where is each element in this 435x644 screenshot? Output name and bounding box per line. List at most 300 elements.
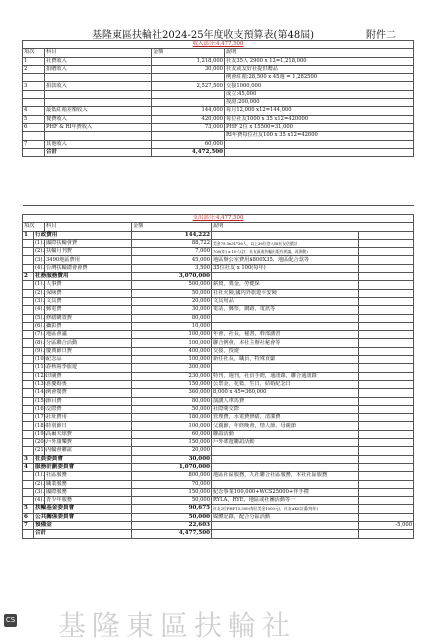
expense-row-item: 職業服務 (45, 480, 132, 488)
expense-row-subindex: (9). (35, 347, 44, 354)
expense-row-subindex: (3). (35, 256, 44, 263)
expense-row-subindex: (12). (35, 372, 48, 379)
expense-row-note: 新任社長，職員，特殊貢獻 (212, 356, 359, 364)
income-row-amount (152, 74, 225, 82)
expense-row-no (23, 380, 34, 388)
expense-table (22, 205, 414, 539)
expense-row-extra (359, 231, 414, 239)
expense-row-no: 1 (23, 231, 34, 239)
income-header-row (23, 49, 414, 57)
expense-row-subindex: (3). (35, 488, 44, 495)
expense-row-amount: 400,000 (132, 347, 212, 355)
expense-row-item: 春秋兩季旅遊 (45, 364, 132, 372)
income-row-item: PHF & RI年費收入 (45, 123, 152, 131)
expense-row-no (23, 480, 34, 488)
expense-row (23, 439, 414, 447)
expense-row-amount: 60,000 (132, 430, 212, 438)
expense-row-note (212, 455, 359, 463)
expense-row-category: 扶輪基金委員會 (34, 505, 132, 513)
expense-row-extra (359, 405, 414, 413)
expense-row (23, 497, 414, 505)
expense-row-note: 地區社區服務，九社聯合社區服務，本社社區服務 (212, 472, 359, 480)
expense-row-amount: 100,000 (132, 339, 212, 347)
expense-row-extra (359, 264, 414, 272)
expense-row-subindex: (1). (35, 239, 44, 246)
expense-row-item: 地區會議 (45, 331, 132, 339)
expense-row-extra (359, 322, 414, 330)
expense-row-note: 地區辦公室費用$800X35，地區配合款等 (212, 256, 359, 264)
expense-row (23, 397, 414, 405)
expense-row-extra (359, 347, 414, 355)
expense-row-note: 公祭金，花籃，生日，結婚紀念日 (212, 380, 359, 388)
expense-row-no (23, 364, 34, 372)
expense-row-subindex: (2). (35, 480, 44, 487)
income-row-amount: 4,472,500 (152, 148, 225, 156)
expense-row-note: 35位社友 x 100(每年) (212, 264, 359, 272)
expense-row-subindex: (6). (35, 322, 44, 329)
expense-row-subindex: (10). (35, 356, 48, 363)
income-row (23, 107, 414, 115)
expense-row-category: 服務計劃委員會 (34, 463, 132, 471)
expense-row-extra (359, 339, 414, 347)
expense-row-subindex: (5). (35, 314, 44, 321)
expense-row (23, 339, 414, 347)
expense-row-extra (359, 422, 414, 430)
expense-row-extra (359, 273, 414, 281)
expense-row-no (23, 239, 34, 247)
expense-row-note: 特刊，週刊，社員手冊，通訊錄，聯合通訊錄 (212, 372, 359, 380)
expense-row-no (23, 281, 34, 289)
expense-row-no (23, 347, 34, 355)
expense-row-item: 扶輪月刊費 (45, 248, 132, 256)
expense-row-no (23, 256, 34, 264)
expense-row-note (212, 530, 359, 538)
expense-row-extra (359, 414, 414, 422)
income-row-item: 合計 (45, 148, 152, 156)
expense-row-no (23, 297, 34, 305)
expense-row-amount: 80,000 (132, 314, 212, 322)
expense-row-item: 分區聯合活動 (45, 339, 132, 347)
expense-header-row (23, 223, 414, 231)
expense-row-subindex: (15). (35, 397, 48, 404)
expense-row-note (212, 322, 359, 330)
expense-row (23, 521, 414, 529)
expense-row-item: 例會餐費 (45, 389, 132, 397)
spacer-cell (23, 206, 414, 215)
expense-row (23, 513, 414, 521)
expense-row-amount: 800,000 (132, 472, 212, 480)
expense-row-extra (359, 439, 414, 447)
expense-row-extra (359, 314, 414, 322)
expense-row-item: 台灣扶輪總會會費 (45, 264, 132, 272)
income-row (23, 148, 414, 156)
expense-row (23, 248, 414, 256)
income-row-item: 其他收入 (45, 140, 152, 148)
expense-row-subindex: (14). (35, 389, 48, 396)
expense-row-subindex: (7). (35, 331, 44, 338)
income-row-note: 社友35人 2900 x 12=1,218,000 (225, 57, 414, 65)
expense-spacer-row (23, 206, 414, 215)
expense-row-note: 年會，社長，秘書，幹部講習 (212, 331, 359, 339)
expense-row (23, 480, 414, 488)
expense-row-amount: 180,000 (132, 414, 212, 422)
expense-section-title-row (23, 215, 414, 223)
expense-row (23, 405, 414, 413)
expense-row (23, 422, 414, 430)
income-row-note: 例會紅箱:28,500 x 45週 = 1,282500 (225, 74, 414, 82)
expense-row-amount: 100,000 (132, 356, 212, 364)
income-row-no (23, 148, 45, 156)
expense-row-subindex: (4). (35, 497, 44, 504)
expense-row (23, 505, 414, 513)
expense-row-no (23, 488, 34, 496)
expense-row-item: 戶外康樂費 (45, 439, 132, 447)
expense-row-item: 喜慶婚喪 (45, 380, 132, 388)
expense-row-note: 社社火險,國內外旅遊平安險 (212, 289, 359, 297)
expense-row-note: 演講人車馬費 (212, 397, 359, 405)
expense-row-no (23, 339, 34, 347)
expense-row-no (23, 447, 34, 455)
expense-row-no (23, 306, 34, 314)
expense-row-extra (359, 239, 414, 247)
expense-row-category: 公共關係委員會 (34, 513, 132, 521)
expense-row-amount: 4,477,500 (132, 530, 212, 538)
expense-row-no (23, 331, 34, 339)
expense-row-extra (359, 480, 414, 488)
income-section-title: 收入部分:4,477,500 (23, 41, 414, 49)
expense-row-no: 7 (23, 521, 34, 529)
expense-row-note: 媒體記錄，配合分區活動 (212, 513, 359, 521)
income-row-note: 每月12,000 x12=144,000 (225, 107, 414, 115)
expense-row (23, 239, 414, 247)
income-row-item: 捐款收入 (45, 82, 152, 90)
expense-row-note: 700(年) x 10人(註：社友區或扶輪出版有異議，再異動) (212, 248, 359, 256)
expense-row-note: 美金79.5x31*36人，以上36位登入RI社友估價計 (212, 239, 359, 247)
expense-row (23, 430, 414, 438)
expense-row-item: 慶典節日費 (45, 347, 132, 355)
expense-row-amount: 3,070,000 (132, 273, 212, 281)
income-row-amount (152, 90, 225, 98)
income-row-item: 餐費收入 (45, 115, 152, 123)
expense-row-no (23, 314, 34, 322)
expense-row (23, 372, 414, 380)
expense-row-category: 行政費用 (34, 231, 132, 239)
income-row-amount: 2,527,500 (152, 82, 225, 90)
expense-row-amount: 360,000 (132, 389, 212, 397)
expense-row (23, 289, 414, 297)
expense-row (23, 347, 414, 355)
expense-row-note: 紀念事業100,000+WCS25000+伴手禮 (212, 488, 359, 496)
expense-row (23, 447, 414, 455)
expense-row-subindex: (19). (35, 430, 48, 437)
expense-row-subindex: (20). (35, 439, 48, 446)
income-row (23, 74, 414, 82)
expense-row-extra (359, 356, 414, 364)
income-row-note: 交接1000,000 (225, 82, 414, 90)
income-row-item (45, 90, 152, 98)
expense-row-extra (359, 364, 414, 372)
expense-column-header: 金額 (132, 223, 212, 231)
expense-row-no: 6 (23, 513, 34, 521)
expense-row-amount: 20,000 (132, 447, 212, 455)
expense-row-extra: -5,000 (359, 521, 414, 529)
expense-row-amount: 50,000 (132, 513, 212, 521)
faded-footer-text: 基隆東區扶輪社 (58, 609, 297, 642)
expense-row-item: 修繕購置費 (45, 314, 132, 322)
expense-row-no (23, 405, 34, 413)
expense-row (23, 455, 414, 463)
expense-row (23, 472, 414, 480)
income-row (23, 99, 414, 107)
income-row-note: 授證:200,000 (225, 99, 414, 107)
income-row-note: 成立:45,000 (225, 90, 414, 98)
expense-row-item: 3490地區費用 (45, 256, 132, 264)
income-row (23, 57, 414, 65)
expense-row-note: 管理費，水電費修繕，清潔費 (212, 414, 359, 422)
expense-row-item: 節目費 (45, 397, 132, 405)
expense-row-note: 聯誼活動 (212, 430, 359, 438)
expense-row-amount: 30,000 (132, 455, 212, 463)
expense-row-item: 社區服務 (45, 472, 132, 480)
expense-row-no (23, 414, 34, 422)
expense-row (23, 231, 414, 239)
expense-row-item: 青少年服務 (45, 497, 132, 505)
expense-row-note (212, 364, 359, 372)
income-row (23, 140, 414, 148)
expense-row-no: 2 (23, 273, 34, 281)
expense-row-no (23, 372, 34, 380)
expense-row-amount: 50,000 (132, 497, 212, 505)
expense-row (23, 314, 414, 322)
annex-label: 附件二 (366, 30, 396, 41)
expense-row-amount: 50,000 (132, 289, 212, 297)
expense-row (23, 488, 414, 496)
expense-column-header: 項次 (23, 223, 45, 231)
expense-row (23, 364, 414, 372)
expense-row-subindex: (21). (35, 447, 48, 454)
expense-row-extra (359, 463, 414, 471)
expense-row-amount: 10,000 (132, 322, 212, 330)
income-row-no: 5 (23, 115, 45, 123)
expense-row-no (23, 472, 34, 480)
expense-row-note: 電話，郵票，網路，電訊等 (212, 306, 359, 314)
income-row-no: 6 (23, 123, 45, 131)
expense-row-category: 社務服務費用 (34, 273, 132, 281)
income-row-no: 3 (23, 82, 45, 90)
expense-row-note (212, 447, 359, 455)
expense-row-item: 攝影費 (45, 322, 132, 330)
expense-row-amount: 7,000 (132, 248, 212, 256)
expense-row (23, 463, 414, 471)
expense-row-no (23, 356, 34, 364)
expense-row-subindex: (17). (35, 414, 48, 421)
income-row-no: 1 (23, 57, 45, 65)
expense-row-extra (359, 331, 414, 339)
income-row (23, 115, 414, 123)
income-row-amount: 60,000 (152, 140, 225, 148)
page-header (0, 26, 435, 40)
expense-row-extra (359, 281, 414, 289)
expense-row-item: 印刷費 (45, 372, 132, 380)
expense-row-item: 郵電費 (45, 306, 132, 314)
expense-row-note: RYLA，RYE，地區或社團活動等一 (212, 497, 359, 505)
expense-row-extra (359, 430, 414, 438)
expense-row-amount: 100,000 (132, 331, 212, 339)
income-row (23, 82, 414, 90)
expense-row (23, 264, 414, 272)
expense-row (23, 331, 414, 339)
expense-row-subindex: (13). (35, 381, 48, 388)
expense-row-subindex: (4). (35, 306, 44, 313)
income-row-no: 7 (23, 140, 45, 148)
expense-row-extra (359, 505, 414, 513)
expense-row-item: 國際扶輪會費 (45, 239, 132, 247)
income-row-note: PHF 2位 x 15500=31,000 (225, 123, 414, 131)
income-row-note: 社友或友好社提供贈品 (225, 65, 414, 73)
expense-row-item: 高爾夫球費 (45, 430, 132, 438)
expense-row-extra (359, 497, 414, 505)
expense-row-item: 內輪會聯誼 (45, 447, 132, 455)
expense-row-note: 戶外郊遊聯誼活動 (212, 439, 359, 447)
income-row-note (225, 140, 414, 148)
expense-row-amount: 300,000 (132, 364, 212, 372)
expense-row-amount: 70,000 (132, 480, 212, 488)
expense-row-amount: 80,000 (132, 397, 212, 405)
expense-row-amount: 20,000 (132, 297, 212, 305)
expense-row-extra (359, 530, 414, 538)
expense-row-extra (359, 380, 414, 388)
expense-row (23, 297, 414, 305)
expense-row-amount: 30,000 (132, 306, 212, 314)
expense-row-no (23, 439, 34, 447)
income-row-item: 捐贈收入 (45, 65, 152, 73)
expense-row-no: 4 (23, 463, 34, 471)
expense-row-extra (359, 306, 414, 314)
expense-row-subindex: (1). (35, 281, 44, 288)
expense-row-item: 保險費 (45, 289, 132, 297)
expense-row-extra (359, 472, 414, 480)
expense-row-extra (359, 488, 414, 496)
expense-row-no (23, 264, 34, 272)
expense-row-amount: 150,000 (132, 380, 212, 388)
expense-row-amount: 90,675 (132, 505, 212, 513)
expense-row-note (212, 273, 359, 281)
expense-row-note: 社友2位PHF15,500(每位美金1000元)，社友AKS計畫(每年) (212, 505, 359, 513)
expense-row-item: 交際費 (45, 405, 132, 413)
expense-row-extra (359, 447, 414, 455)
income-row-item (45, 132, 152, 140)
expense-row-amount: 22,603 (132, 521, 212, 529)
expense-row-note (212, 314, 359, 322)
expense-row-category: 預備金 (34, 521, 132, 529)
income-row-amount: 420,000 (152, 115, 225, 123)
expense-row-subindex: (8). (35, 339, 44, 346)
expense-row-no (23, 397, 34, 405)
income-row-amount: 73,000 (152, 123, 225, 131)
expense-row-subindex: (1). (35, 472, 44, 479)
expense-row-category: 社員委員會 (34, 455, 132, 463)
expense-row-amount: 100,000 (132, 422, 212, 430)
expense-row-extra (359, 513, 414, 521)
expense-row-note (212, 231, 359, 239)
expense-row-subindex: (16). (35, 405, 48, 412)
expense-row-item: 人事費 (45, 281, 132, 289)
income-row (23, 123, 414, 131)
expense-row-extra (359, 455, 414, 463)
expense-row-note: 聯合例會，本社主辦社秘會等 (212, 339, 359, 347)
income-row (23, 65, 414, 73)
expense-row-item: 社址費用 (45, 414, 132, 422)
expense-row-extra (359, 397, 414, 405)
expense-row-amount: 45,000 (132, 256, 212, 264)
page-title: 基隆東區扶輪社2024-25年度收支預算表(第48屆) (92, 30, 315, 41)
expense-row (23, 273, 414, 281)
expense-row-item: 國際服務 (45, 488, 132, 496)
expense-row-no (23, 497, 34, 505)
expense-row-subindex: (2). (35, 289, 44, 296)
expense-row-item: 紀念品 (45, 356, 132, 364)
expense-row-subindex: (4). (35, 264, 44, 271)
expense-row-no (23, 430, 34, 438)
expense-row-subindex: (2). (35, 248, 44, 255)
income-row-amount: 1,218,000 (152, 57, 225, 65)
income-row-item: 社費收入 (45, 57, 152, 65)
income-row-amount (152, 132, 225, 140)
income-row-no (23, 132, 45, 140)
expense-row (23, 389, 414, 397)
expense-row-note: 社際間交際 (212, 405, 359, 413)
income-row-note: 每位社友1000 x 35 x12=420000 (225, 115, 414, 123)
expense-row-extra (359, 372, 414, 380)
expense-row (23, 306, 414, 314)
income-column-header: 科目 (45, 49, 152, 57)
expense-row-no (23, 530, 34, 538)
expense-row-amount: 230,000 (132, 372, 212, 380)
expense-row (23, 414, 414, 422)
expense-row-extra (359, 297, 414, 305)
income-row-amount (152, 99, 225, 107)
income-row-item (45, 99, 152, 107)
expense-row-amount: 88,722 (132, 239, 212, 247)
expense-row-note (212, 480, 359, 488)
income-row-item (45, 74, 152, 82)
expense-row-amount: 500,000 (132, 281, 212, 289)
expense-row-note (212, 463, 359, 471)
expense-row-note: 父親節，年終晚會，情人節，母親節 (212, 422, 359, 430)
expense-row-no: 5 (23, 505, 34, 513)
expense-row (23, 256, 414, 264)
expense-row-subindex: (3). (35, 298, 44, 305)
expense-row-note: 文具用品 (212, 297, 359, 305)
expense-row-extra (359, 289, 414, 297)
expense-row-no (23, 322, 34, 330)
expense-row-note: 薪資，獎金，勞健保 (212, 281, 359, 289)
income-row-item: 最低紅箱差額收入 (45, 107, 152, 115)
expense-row-subindex: (11). (35, 364, 48, 371)
expense-row-no: 3 (23, 455, 34, 463)
expense-row (23, 281, 414, 289)
expense-row-no (23, 389, 34, 397)
income-row-note (225, 148, 414, 156)
income-row-amount: 144,000 (152, 107, 225, 115)
expense-row-extra (359, 248, 414, 256)
expense-row-note (212, 521, 359, 529)
expense-row-amount: 144,222 (132, 231, 212, 239)
income-column-header: 說明 (225, 49, 414, 57)
expense-row-amount: 150,000 (132, 439, 212, 447)
expense-row-no (23, 289, 34, 297)
scanner-logo-icon: CS (4, 614, 17, 627)
